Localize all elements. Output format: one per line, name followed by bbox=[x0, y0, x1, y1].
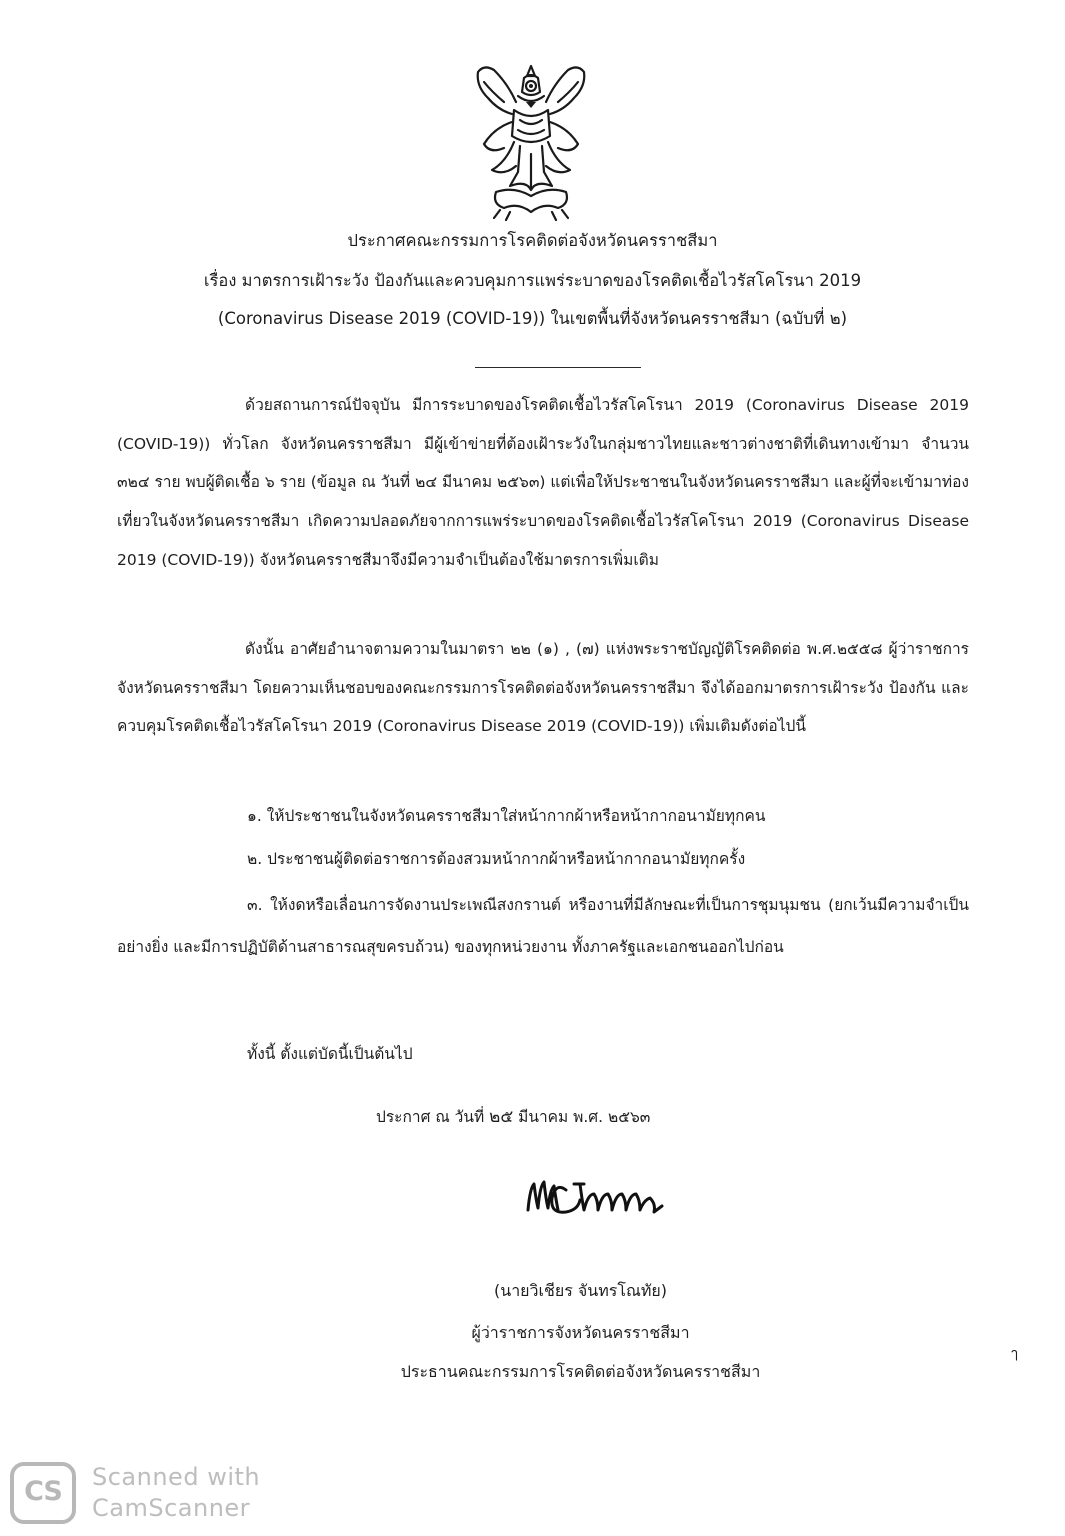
measure-item-3: ๓. ให้งดหรือเลื่อนการจัดงานประเพณีสงกรานต์ หรืองานที่มีลักษณะที่เป็นการชุมนุมชน (ยกเว้นมีความจำเป็นอย่างยิ่ง และมีการปฏิบัติด้านสาธารณสุขครบถ้วน) ของทุกหน่วยงาน ทั้งภาครัฐและเอกชนออกไปก่อน bbox=[117, 896, 969, 956]
camscanner-watermark bbox=[6, 1458, 306, 1528]
paragraph-situation: ด้วยสถานการณ์ปัจจุบัน มีการระบาดของโรคติดเชื้อไวรัสโคโรนา 2019 (Coronavirus Disease 2019 (COVID-19)) ทั่วโลก จังหวัดนครราชสีมา มีผู้เข้าข่ายที่ต้องเฝ้าระวังในกลุ่มชาวไทยและชาวต่างชาติที่เดินทางเข้ามา จำนวน ๓๒๔ ราย พบผู้ติดเชื้อ ๖ ราย (ข้อมูล ณ วันที่ ๒๔ มีนาคม ๒๕๖๓) แต่เพื่อให้ประชาชนในจังหวัดนครราชสีมา และผู้ที่จะเข้ามาท่องเที่ยวในจังหวัดนครราชสีมา เกิดความปลอดภัยจากการแพร่ระบาดของโรคติดเชื้อไวรัสโคโรนา 2019 (Coronavirus Disease 2019 (COVID-19)) จังหวัดนครราชสีมาจึงมีความจำเป็นต้องใช้มาตรการเพิ่มเติม bbox=[117, 396, 969, 569]
handwritten-signature bbox=[522, 1170, 672, 1225]
announcement-day: ๒๕ bbox=[489, 1107, 514, 1127]
paragraph-authority: ดังนั้น อาศัยอำนาจตามความในมาตรา ๒๒ (๑) , (๗) แห่งพระราชบัญญัติโรคติดต่อ พ.ศ.๒๕๕๘ ผู้ว่าราชการจังหวัดนครราชสีมา โดยความเห็นชอบของคณะกรรมการโรคติดต่อจังหวัดนครราชสีมา จึงได้ออกมาตรการเฝ้าระวัง ป้องกัน และควบคุมโรคติดเชื้อไวรัสโคโรนา 2019 (Coronavirus Disease 2019 (COVID-19)) เพิ่มเติมดังต่อไปนี้ bbox=[117, 640, 969, 736]
announcement-date bbox=[376, 1099, 650, 1135]
garuda-emblem bbox=[470, 62, 592, 222]
signatory-role: ประธานคณะกรรมการโรคติดต่อจังหวัดนครราชสีมา bbox=[400, 1362, 761, 1381]
watermark-line-1: Scanned with bbox=[92, 1463, 261, 1491]
announcement-subject: เรื่อง มาตรการเฝ้าระวัง ป้องกันและควบคุมการแพร่ระบาดของโรคติดเชื้อไวรัสโคโรนา 2019 bbox=[203, 271, 862, 290]
announcement-date-suffix: มีนาคม พ.ศ. ๒๕๖๓ bbox=[518, 1108, 651, 1126]
measure-item-1: ๑. ให้ประชาชนในจังหวัดนครราชสีมาใส่หน้ากากผ้าหรือหน้ากากอนามัยทุกคน bbox=[247, 807, 766, 825]
title-divider bbox=[475, 367, 641, 368]
camscanner-logo-icon: CS bbox=[10, 1462, 76, 1524]
effective-date-clause: ทั้งนี้ ตั้งแต่บัดนี้เป็นต้นไป bbox=[247, 1045, 413, 1063]
signatory-position: ผู้ว่าราชการจังหวัดนครราชสีมา bbox=[471, 1323, 690, 1342]
watermark-text bbox=[92, 1462, 260, 1524]
measure-item-2: ๒. ประชาชนผู้ติดต่อราชการต้องสวมหน้ากากผ้าหรือหน้ากากอนามัยทุกครั้ง bbox=[247, 850, 746, 868]
signatory-name: (นายวิเชียร จันทรโณทัย) bbox=[494, 1281, 667, 1300]
margin-mark: ๅ bbox=[1011, 1346, 1018, 1362]
announcement-subject-continued: (Coronavirus Disease 2019 (COVID-19)) ในเขตพื้นที่จังหวัดนครราชสีมา (ฉบับที่ ๒) bbox=[217, 309, 848, 328]
announcement-date-prefix: ประกาศ ณ วันที่ bbox=[376, 1108, 485, 1126]
watermark-line-2: CamScanner bbox=[92, 1494, 251, 1522]
announcement-title: ประกาศคณะกรรมการโรคติดต่อจังหวัดนครราชสีมา bbox=[347, 231, 718, 250]
